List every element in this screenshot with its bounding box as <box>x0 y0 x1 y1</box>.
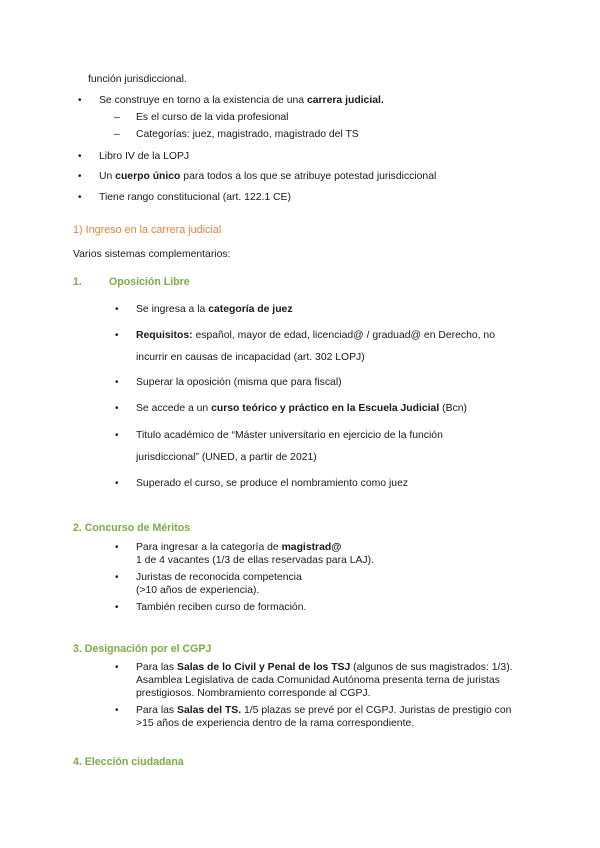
section1-intro: Varios sistemas complementarios: <box>73 249 231 260</box>
bullet-carrera-judicial: • Se construye en torno a la existencia de una carrera judicial. <box>99 94 384 107</box>
cgpj-item-prestigiosos: prestigiosos. Nombramiento corresponde al CGPJ. <box>136 688 371 699</box>
cgpj-item-salas-ts: • Para las Salas del TS. 1/5 plazas se prevé por el CGPJ. Juristas de prestigio con <box>136 704 511 717</box>
section2-heading: 2. Concurso de Méritos <box>73 522 191 534</box>
oposicion-item-nombramiento: • Superado el curso, se produce el nombramiento como juez <box>136 477 408 490</box>
concurso-item-magistrado: • Para ingresar a la categoría de magistrad@ <box>136 541 341 554</box>
concurso-item-vacantes: 1 de 4 vacantes (1/3 de ellas reservadas para LAJ). <box>136 555 374 566</box>
section1-title: Oposición Libre <box>109 276 190 288</box>
oposicion-item-requisitos-cont: incurrir en causas de incapacidad (art. 302 LOPJ) <box>136 352 365 363</box>
continued-text: función jurisdiccional. <box>88 74 187 85</box>
cgpj-item-experiencia: >15 años de experiencia dentro de la rama correspondiente. <box>136 718 415 729</box>
oposicion-item-escuela: • Se accede a un curso teórico y práctico en la Escuela Judicial (Bcn) <box>136 402 467 415</box>
bullet-cuerpo-unico: • Un cuerpo único para todos a los que se atribuye potestad jurisdiccional <box>99 170 436 183</box>
oposicion-item-requisitos: • Requisitos: español, mayor de edad, licenciad@ / graduad@ en Derecho, no <box>136 329 495 342</box>
subitem-curso-vida: – Es el curso de la vida profesional <box>136 111 288 124</box>
bullet-libro-iv: • Libro IV de la LOPJ <box>99 150 189 163</box>
cgpj-item-salas-tsj: • Para las Salas de lo Civil y Penal de los TSJ (algunos de sus magistrados: 1/3). <box>136 661 513 674</box>
section1-heading: 1) Ingreso en la carrera judicial <box>73 224 222 236</box>
concurso-item-juristas: • Juristas de reconocida competencia <box>136 571 302 584</box>
oposicion-item-titulo-cont: jurisdiccional” (UNED, a partir de 2021) <box>136 452 317 463</box>
concurso-item-experiencia: (>10 años de experiencia). <box>136 585 260 596</box>
concurso-item-formacion: • También reciben curso de formación. <box>136 601 306 614</box>
subitem-categorias: – Categorías: juez, magistrado, magistrado del TS <box>136 128 359 141</box>
section3-heading: 3. Designación por el CGPJ <box>73 643 212 655</box>
bullet-rango-constitucional: • Tiene rango constitucional (art. 122.1 CE) <box>99 191 291 204</box>
oposicion-item-titulo: • Titulo académico de “Máster universitario en ejercicio de la función <box>136 429 443 442</box>
section4-heading: 4. Elección ciudadana <box>73 756 184 768</box>
cgpj-item-asamblea: Asamblea Legislativa de cada Comunidad Autónoma presenta terna de juristas <box>136 675 500 686</box>
section1-number: 1. <box>73 276 82 288</box>
oposicion-item-categoria: • Se ingresa a la categoría de juez <box>136 303 293 316</box>
oposicion-item-superar: • Superar la oposición (misma que para fiscal) <box>136 376 342 389</box>
